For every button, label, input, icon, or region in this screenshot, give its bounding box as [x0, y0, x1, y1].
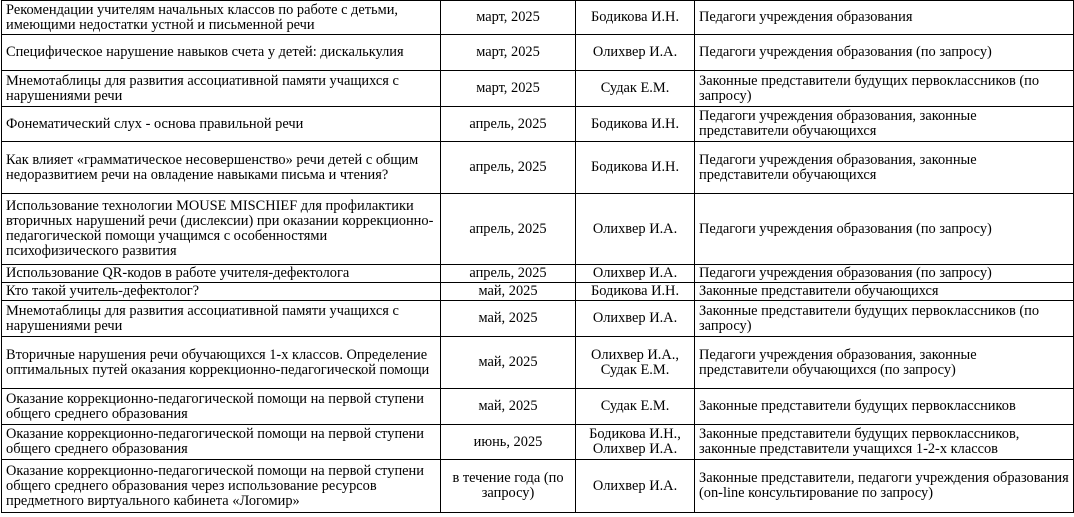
date-cell: июнь, 2025 — [441, 425, 576, 460]
date-cell: апрель, 2025 — [441, 265, 576, 283]
author-cell: Бодикова И.Н. — [576, 1, 695, 35]
table-row — [2, 265, 1074, 283]
date-cell: март, 2025 — [441, 71, 576, 107]
date-cell: май, 2025 — [441, 283, 576, 301]
date-cell: март, 2025 — [441, 35, 576, 71]
table-row — [2, 194, 1074, 265]
topic-cell: Как влияет «грамматическое несовершенство» речи детей с общим недоразвитием речи на овладение навыками письма и чтения? — [2, 142, 441, 194]
table-row — [2, 142, 1074, 194]
topic-cell: Оказание коррекционно-педагогической помощи на первой ступени общего среднего образования через использование ресурсов предметного виртуального кабинета «Логомир» — [2, 460, 441, 513]
audience-cell: Законные представители будущих первоклассников (по запросу) — [695, 71, 1074, 107]
date-cell: в течение года (по запросу) — [441, 460, 576, 513]
date-cell: апрель, 2025 — [441, 107, 576, 142]
table-row — [2, 35, 1074, 71]
topic-cell: Оказание коррекционно-педагогической помощи на первой ступени общего среднего образования — [2, 425, 441, 460]
audience-cell: Педагоги учреждения образования (по запросу) — [695, 265, 1074, 283]
topic-cell: Использование технологии MOUSE MISCHIEF для профилактики вторичных нарушений речи (дислексии) при оказании коррекционно-педагогической помощи учащимся с особенностями психофизического развития — [2, 194, 441, 265]
topic-cell: Мнемотаблицы для развития ассоциативной памяти учащихся с нарушениями речи — [2, 71, 441, 107]
topic-cell: Специфическое нарушение навыков счета у детей: дискалькулия — [2, 35, 441, 71]
author-cell: Олихвер И.А. — [576, 460, 695, 513]
author-cell: Бодикова И.Н., Олихвер И.А. — [576, 425, 695, 460]
consultation-schedule-table — [1, 0, 1074, 513]
table-row — [2, 460, 1074, 513]
audience-cell: Педагоги учреждения образования, законные представители обучающихся (по запросу) — [695, 337, 1074, 389]
topic-cell: Использование QR-кодов в работе учителя-дефектолога — [2, 265, 441, 283]
table-row — [2, 1, 1074, 35]
topic-cell: Кто такой учитель-дефектолог? — [2, 283, 441, 301]
date-cell: май, 2025 — [441, 389, 576, 425]
audience-cell: Законные представители будущих первоклассников — [695, 389, 1074, 425]
audience-cell: Педагоги учреждения образования, законные представители обучающихся — [695, 107, 1074, 142]
audience-cell: Педагоги учреждения образования (по запросу) — [695, 194, 1074, 265]
topic-cell: Мнемотаблицы для развития ассоциативной памяти учащихся с нарушениями речи — [2, 301, 441, 337]
topic-cell: Рекомендации учителям начальных классов по работе с детьми, имеющими недостатки устной и письменной речи — [2, 1, 441, 35]
author-cell: Олихвер И.А. — [576, 35, 695, 71]
audience-cell: Педагоги учреждения образования, законные представители обучающихся — [695, 142, 1074, 194]
table-row — [2, 337, 1074, 389]
audience-cell: Законные представители будущих первоклассников, законные представители учащихся 1-2-х классов — [695, 425, 1074, 460]
topic-cell: Фонематический слух - основа правильной речи — [2, 107, 441, 142]
topic-cell: Оказание коррекционно-педагогической помощи на первой ступени общего среднего образования — [2, 389, 441, 425]
topic-cell: Вторичные нарушения речи обучающихся 1-х классов. Определение оптимальных путей оказания коррекционно-педагогической помощи — [2, 337, 441, 389]
author-cell: Бодикова И.Н. — [576, 283, 695, 301]
table-row — [2, 425, 1074, 460]
author-cell: Судак Е.М. — [576, 71, 695, 107]
date-cell: май, 2025 — [441, 337, 576, 389]
date-cell: март, 2025 — [441, 1, 576, 35]
author-cell: Бодикова И.Н. — [576, 142, 695, 194]
date-cell: апрель, 2025 — [441, 194, 576, 265]
audience-cell: Законные представители обучающихся — [695, 283, 1074, 301]
author-cell: Олихвер И.А., Судак Е.М. — [576, 337, 695, 389]
author-cell: Олихвер И.А. — [576, 194, 695, 265]
audience-cell: Законные представители, педагоги учреждения образования (on-line консультирование по запросу) — [695, 460, 1074, 513]
table-row — [2, 107, 1074, 142]
audience-cell: Педагоги учреждения образования — [695, 1, 1074, 35]
table-row — [2, 283, 1074, 301]
audience-cell: Педагоги учреждения образования (по запросу) — [695, 35, 1074, 71]
date-cell: май, 2025 — [441, 301, 576, 337]
author-cell: Бодикова И.Н. — [576, 107, 695, 142]
table-row — [2, 389, 1074, 425]
author-cell: Олихвер И.А. — [576, 301, 695, 337]
author-cell: Судак Е.М. — [576, 389, 695, 425]
table-row — [2, 71, 1074, 107]
author-cell: Олихвер И.А. — [576, 265, 695, 283]
date-cell: апрель, 2025 — [441, 142, 576, 194]
audience-cell: Законные представители будущих первоклассников (по запросу) — [695, 301, 1074, 337]
table-row — [2, 301, 1074, 337]
